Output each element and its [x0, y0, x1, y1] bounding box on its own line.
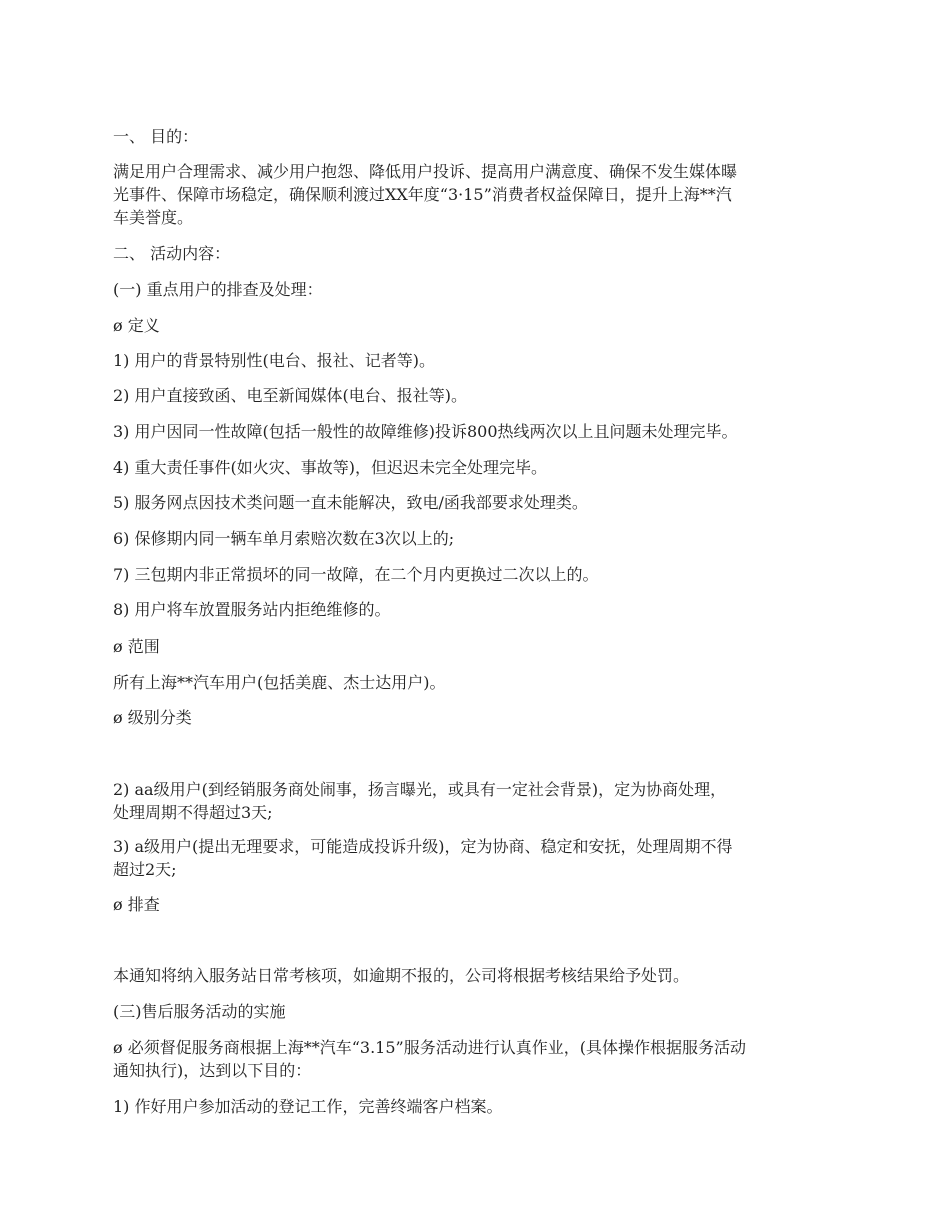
list-item: 1) 用户的背景特别性(电台、报社、记者等)。: [113, 351, 435, 370]
notice-text: 本通知将纳入服务站日常考核项，如逾期不报的，公司将根据考核结果给予处罚。: [113, 966, 690, 985]
list-item: 2) 用户直接致函、电至新闻媒体(电台、报社等)。: [113, 386, 467, 405]
list-item: 4) 重大责任事件(如火灾、事故等)，但迟迟未完全处理完毕。: [113, 458, 547, 477]
section-heading-activity: 二、 活动内容：: [113, 244, 231, 263]
level-aa-line-1: 2) aa级用户(到经销服务商处闹事，扬言曝光，或具有一定社会背景)，定为协商处理，: [113, 780, 727, 799]
after-sales-text-line-2: 通知执行)，达到以下目的：: [113, 1061, 312, 1080]
list-item: 8) 用户将车放置服务站内拒绝维修的。: [113, 600, 391, 619]
subheading-key-users: (一) 重点用户的排查及处理：: [113, 280, 323, 299]
list-item: 6) 保修期内同一辆车单月索赔次数在3次以上的;: [113, 529, 455, 548]
purpose-text-line-2: 光事件、保障市场稳定，确保顺利渡过XX年度“3·15”消费者权益保障日，提升上海**汽: [113, 185, 732, 204]
purpose-text-line-1: 满足用户合理需求、减少用户抱怨、降低用户投诉、提高用户满意度、确保不发生媒体曝: [113, 162, 738, 181]
scope-text: 所有上海**汽车用户(包括美鹿、杰士达用户)。: [113, 673, 446, 692]
bullet-investigation: ø 排查: [113, 895, 160, 914]
list-item: 1) 作好用户参加活动的登记工作，完善终端客户档案。: [113, 1097, 503, 1116]
bullet-scope: ø 范围: [113, 637, 160, 656]
list-item: 5) 服务网点因技术类问题一直未能解决，致电/函我部要求处理类。: [113, 493, 588, 512]
level-aa-line-2: 处理周期不得超过3天;: [113, 803, 273, 822]
level-a-line-2: 超过2天;: [113, 860, 177, 879]
section-heading-purpose: 一、 目的：: [113, 127, 199, 146]
list-item: 7) 三包期内非正常损坏的同一故障，在二个月内更换过二次以上的。: [113, 565, 599, 584]
subheading-after-sales: (三)售后服务活动的实施: [113, 1002, 286, 1021]
bullet-definition: ø 定义: [113, 316, 160, 335]
after-sales-text-line-1: ø 必须督促服务商根据上海**汽车“3.15”服务活动进行认真作业，(具体操作根据服务活动: [113, 1038, 746, 1057]
level-a-line-1: 3) a级用户(提出无理要求，可能造成投诉升级)，定为协商、稳定和安抚，处理周期不得: [113, 837, 733, 856]
purpose-text-line-3: 车美誉度。: [113, 208, 194, 227]
bullet-level-classification: ø 级别分类: [113, 708, 192, 727]
list-item: 3) 用户因同一性故障(包括一般性的故障维修)投诉800热线两次以上且问题未处理完毕。: [113, 422, 738, 441]
